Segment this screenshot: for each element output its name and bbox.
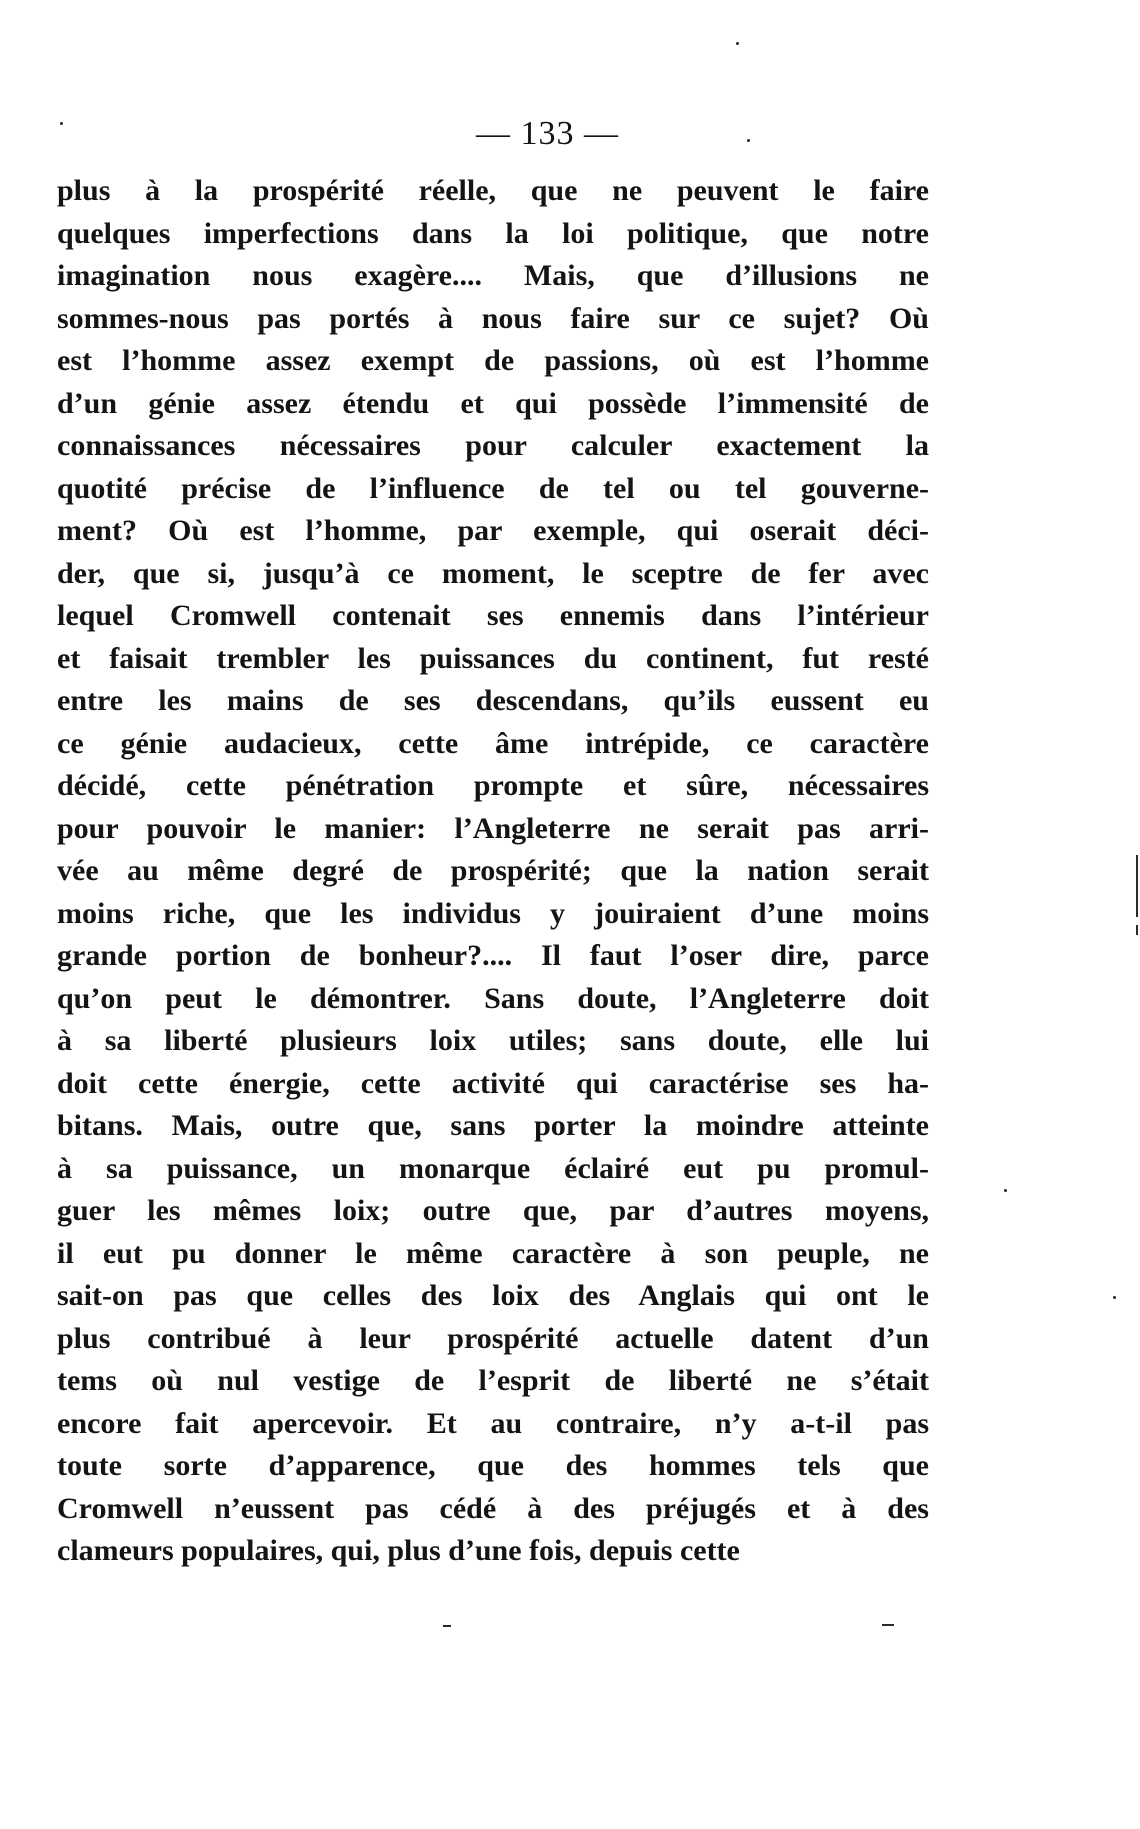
- text-line: lequel Cromwell contenait ses ennemis dans l’intérieur: [57, 599, 929, 632]
- text-line: d’un génie assez étendu et qui possède l’immensité de: [57, 386, 929, 420]
- text-line: qu’on peut le démontrer. Sans doute, l’Angleterre doit: [57, 981, 929, 1015]
- text-line: vée au même degré de prospérité; que la nation serait: [57, 854, 929, 887]
- text-line: toute sorte d’apparence, que des hommes tels que: [57, 1449, 929, 1482]
- text-line: moins riche, que les individus y jouiraient d’une moins: [57, 896, 929, 930]
- text-line: plus contribué à leur prospérité actuelle datent d’un: [57, 1321, 929, 1355]
- text-line: encore fait apercevoir. Et au contraire, n’y a-t-il pas: [57, 1406, 929, 1440]
- text-line: connaissances nécessaires pour calculer exactement la: [57, 429, 929, 462]
- scan-rule: [1136, 855, 1138, 917]
- text-line: à sa puissance, un monarque éclairé eut pu promul-: [57, 1151, 929, 1185]
- scan-dash: [882, 1624, 894, 1626]
- text-line: quotité précise de l’influence de tel ou tel gouverne-: [57, 471, 929, 505]
- text-line: bitans. Mais, outre que, sans porter la moindre atteinte: [57, 1109, 929, 1142]
- text-line: quelques imperfections dans la loi politique, que notre: [57, 216, 929, 250]
- text-line: à sa liberté plusieurs loix utiles; sans doute, elle lui: [57, 1024, 929, 1057]
- text-line: sait-on pas que celles des loix des Anglais qui ont le: [57, 1279, 929, 1312]
- text-line: entre les mains de ses descendans, qu’ils eussent eu: [57, 684, 929, 717]
- text-line: et faisait trembler les puissances du continent, fut resté: [57, 641, 929, 675]
- scan-speck: [736, 42, 739, 45]
- text-line: grande portion de bonheur?.... Il faut l’oser dire, parce: [57, 939, 929, 972]
- text-line: imagination nous exagère.... Mais, que d’illusions ne: [57, 259, 929, 292]
- scan-rule: [1136, 925, 1138, 935]
- body-text: [57, 170, 929, 1573]
- scan-speck: [1004, 1189, 1007, 1192]
- scan-speck: [60, 122, 63, 125]
- text-line: Cromwell n’eussent pas cédé à des préjugés et à des: [57, 1491, 929, 1525]
- text-line: guer les mêmes loix; outre que, par d’autres moyens,: [57, 1194, 929, 1227]
- text-line: ment? Où est l’homme, par exemple, qui oserait déci-: [57, 514, 929, 547]
- text-line: il eut pu donner le même caractère à son peuple, ne: [57, 1236, 929, 1270]
- text-line: plus à la prospérité réelle, que ne peuvent le faire: [57, 174, 929, 207]
- text-line: der, que si, jusqu’à ce moment, le sceptre de fer avec: [57, 556, 929, 590]
- scan-speck: [747, 139, 750, 142]
- text-line: pour pouvoir le manier: l’Angleterre ne serait pas arri-: [57, 811, 929, 845]
- text-line: sommes-nous pas portés à nous faire sur ce sujet? Où: [57, 301, 929, 335]
- page-number: — 133 —: [476, 115, 619, 152]
- scan-dash: [443, 1625, 451, 1627]
- text-line: ce génie audacieux, cette âme intrépide, ce caractère: [57, 726, 929, 760]
- text-line: décidé, cette pénétration prompte et sûre, nécessaires: [57, 769, 929, 802]
- text-line: doit cette énergie, cette activité qui caractérise ses ha-: [57, 1066, 929, 1100]
- text-line: clameurs populaires, qui, plus d’une fois, depuis cette: [57, 1534, 740, 1567]
- scan-speck: [1113, 1296, 1116, 1299]
- text-line: tems où nul vestige de l’esprit de liberté ne s’était: [57, 1364, 929, 1397]
- text-line: est l’homme assez exempt de passions, où est l’homme: [57, 344, 929, 377]
